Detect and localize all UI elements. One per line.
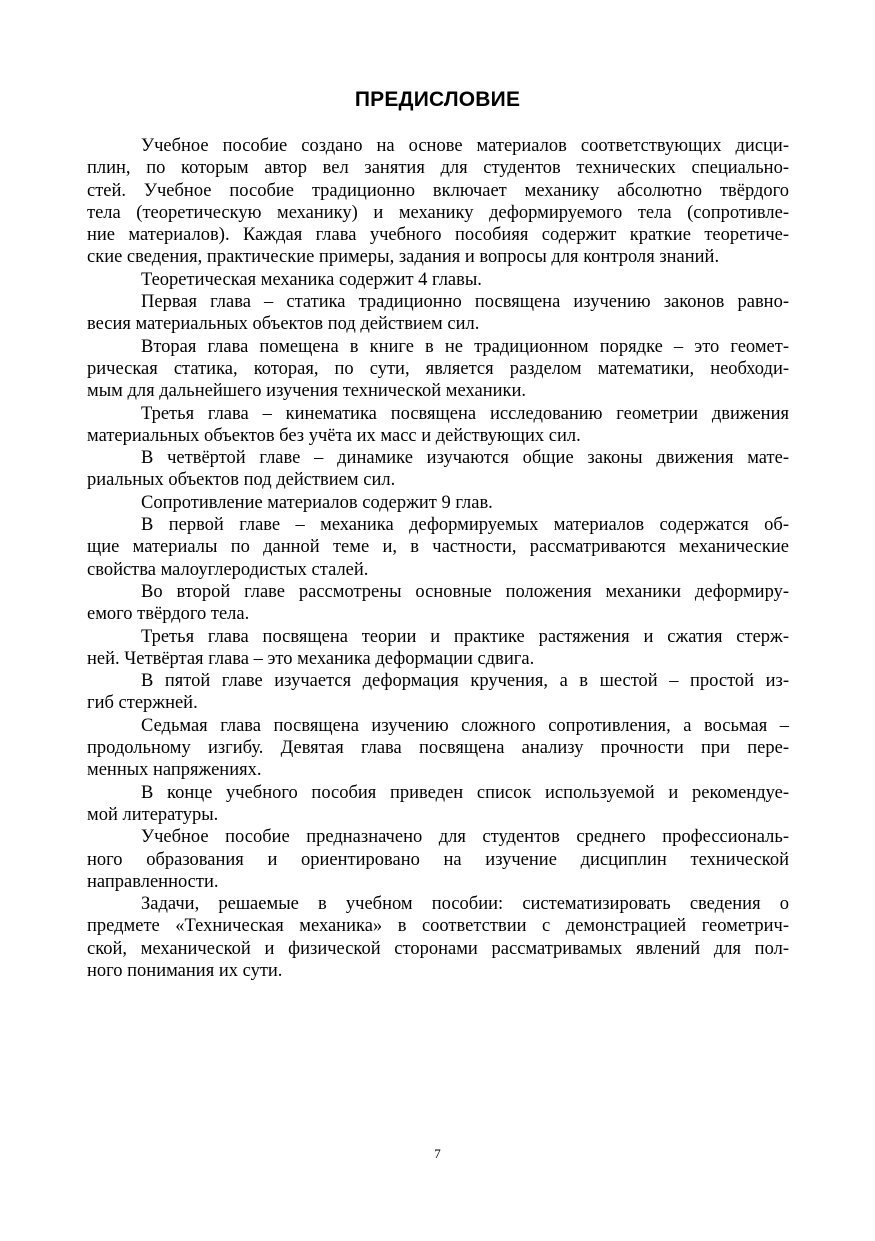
paragraph <box>87 893 789 982</box>
text-line: риальных объектов под действием сил. <box>87 470 396 491</box>
paragraph <box>87 447 789 492</box>
text-line: В первой главе – механика деформируемых материалов содержатся об- <box>141 515 789 536</box>
text-line: емого твёрдого тела. <box>87 604 250 625</box>
text-line: свойства малоуглеродистых сталей. <box>87 559 369 580</box>
paragraph <box>87 581 789 626</box>
paragraph <box>87 514 789 581</box>
paragraph <box>87 291 789 336</box>
paragraph <box>87 715 789 782</box>
text-line: щие материалы по данной теме и, в частности, рассматриваются механические <box>87 537 789 558</box>
text-line: Сопротивление материалов содержит 9 глав. <box>141 492 493 513</box>
paragraph <box>87 135 789 269</box>
text-line: Теоретическая механика содержит 4 главы. <box>141 269 482 290</box>
paragraph <box>87 492 789 514</box>
paragraph <box>87 670 789 715</box>
text-line: Третья глава – кинематика посвящена исследованию геометрии движения <box>141 403 789 424</box>
text-line: тела (теоретическую механику) и механику деформируемого тела (сопротивле- <box>87 202 789 223</box>
paragraph <box>87 403 789 448</box>
paragraph <box>87 269 789 291</box>
text-line: весия материальных объектов под действием сил. <box>87 314 480 335</box>
text-line: Седьмая глава посвящена изучению сложного сопротивления, а восьмая – <box>141 715 789 736</box>
text-line: мой литературы. <box>87 804 219 825</box>
text-line: предмете «Техническая механика» в соответствии с демонстрацией геометрич- <box>87 916 789 937</box>
text-line: менных напряжениях. <box>87 760 262 781</box>
paragraph <box>87 826 789 893</box>
text-line: Третья глава посвящена теории и практике растяжения и сжатия стерж- <box>141 626 789 647</box>
text-line: ские сведения, практические примеры, задания и вопросы для контроля знаний. <box>87 247 720 268</box>
paragraph <box>87 626 789 671</box>
text-line: ней. Четвёртая глава – это механика деформации сдвига. <box>87 648 535 669</box>
text-line: ние материалов). Каждая глава учебного пособияя содержит краткие теоретиче- <box>87 225 789 246</box>
body-text <box>87 135 789 982</box>
text-line: В конце учебного пособия приведен список используемой и рекомендуе- <box>141 782 789 803</box>
text-line: ской, механической и физической сторонами рассматривамых явлений для пол- <box>87 938 789 959</box>
text-line: ного понимания их сути. <box>87 960 283 981</box>
text-line: рическая статика, которая, по сути, является разделом математики, необходи- <box>87 358 789 379</box>
text-line: гиб стержней. <box>87 693 198 714</box>
text-line: продольному изгибу. Девятая глава посвящена анализу прочности при пере- <box>87 738 789 759</box>
text-line: В четвёртой главе – динамике изучаются общие законы движения мате- <box>141 448 789 469</box>
text-line: Во второй главе рассмотрены основные положения механики деформиру- <box>141 581 789 602</box>
text-line: плин, по которым автор вел занятия для студентов технических специально- <box>87 158 789 179</box>
page-title: ПРЕДИСЛОВИЕ <box>354 88 521 111</box>
text-line: стей. Учебное пособие традиционно включает механику абсолютно твёрдого <box>87 180 789 201</box>
page-number: 7 <box>434 1146 441 1161</box>
text-line: ного образования и ориентировано на изучение дисциплин технической <box>87 849 789 870</box>
text-line: Учебное пособие создано на основе материалов соответствующих дисци- <box>141 136 789 156</box>
text-line: Вторая глава помещена в книге в не традиционном порядке – это геомет- <box>141 336 789 357</box>
text-line: Задачи, решаемые в учебном пособии: систематизировать сведения о <box>141 894 789 915</box>
text-line: материальных объектов без учёта их масс и действующих сил. <box>87 425 581 446</box>
paragraph <box>87 336 789 403</box>
text-line: направленности. <box>87 871 219 892</box>
paragraph <box>87 782 789 827</box>
text-line: Первая глава – статика традиционно посвящена изучению законов равно- <box>141 292 789 313</box>
text-line: Учебное пособие предназначено для студентов среднего профессиональ- <box>141 827 789 848</box>
text-line: мым для дальнейшего изучения технической механики. <box>87 381 527 402</box>
text-line: В пятой главе изучается деформация кручения, а в шестой – простой из- <box>141 671 789 692</box>
